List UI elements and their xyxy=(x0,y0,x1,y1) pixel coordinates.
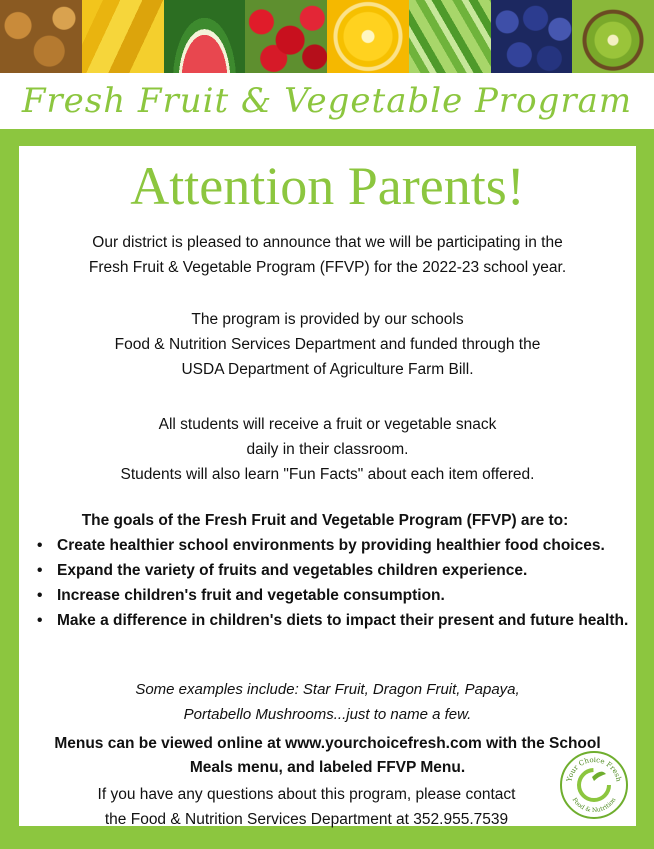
examples-line: Some examples include: Star Fruit, Dragon Fruit, Papaya, xyxy=(135,681,520,698)
intro-paragraph xyxy=(19,230,636,280)
snap-peas-image xyxy=(409,0,491,73)
goals-heading: The goals of the Fresh Fruit and Vegetable Program (FFVP) are to: xyxy=(81,512,569,529)
menus-line: Menus can be viewed online at www.yourchoicefresh.com with the School xyxy=(54,735,601,752)
snack-line: daily in their classroom. xyxy=(246,441,409,458)
potatoes-image xyxy=(0,0,82,73)
your-choice-fresh-logo xyxy=(559,750,629,820)
logo-bottom-text: Food & Nutrition xyxy=(570,796,618,815)
intro-line: Fresh Fruit & Vegetable Program (FFVP) for the 2022-23 school year. xyxy=(88,259,567,276)
funding-line: USDA Department of Agriculture Farm Bill. xyxy=(181,361,474,378)
watermelon-image xyxy=(164,0,246,73)
content-panel xyxy=(19,146,636,826)
strawberries-image xyxy=(245,0,327,73)
program-title: Fresh Fruit & Vegetable Program xyxy=(21,81,633,121)
intro-line: Our district is pleased to announce that we will be participating in the xyxy=(92,234,563,251)
contact-note xyxy=(69,782,544,832)
funding-line: Food & Nutrition Services Department and funded through the xyxy=(114,336,541,353)
goals-section xyxy=(29,508,629,633)
funding-paragraph xyxy=(19,307,636,382)
examples-line: Portabello Mushrooms...just to name a few. xyxy=(183,706,472,723)
kiwi-image xyxy=(572,0,654,73)
examples-note xyxy=(19,677,636,727)
goal-item: • Increase children's fruit and vegetable consumption. xyxy=(29,583,629,608)
goal-item: • Create healthier school environments by providing healthier food choices. xyxy=(29,533,629,558)
snack-paragraph xyxy=(19,412,636,487)
menus-line: Meals menu, and labeled FFVP Menu. xyxy=(189,759,466,776)
menus-note xyxy=(19,732,636,780)
blueberries-image xyxy=(491,0,573,73)
logo-top-text: Your Choice Fresh xyxy=(565,755,623,783)
goal-item: • Expand the variety of fruits and vegetables children experience. xyxy=(29,558,629,583)
contact-line: If you have any questions about this program, please contact xyxy=(97,786,516,803)
yellow-squash-image xyxy=(82,0,164,73)
funding-line: The program is provided by our schools xyxy=(191,311,464,328)
produce-photo-strip xyxy=(0,0,654,73)
goals-list xyxy=(29,533,629,633)
page-title: Attention Parents! xyxy=(130,156,525,216)
goal-item: • Make a difference in children's diets to impact their present and future health. xyxy=(29,608,629,633)
lemon-image xyxy=(327,0,409,73)
program-banner xyxy=(0,73,654,129)
green-frame xyxy=(0,129,654,849)
contact-line: the Food & Nutrition Services Department at 352.955.7539 xyxy=(104,811,509,828)
snack-line: All students will receive a fruit or vegetable snack xyxy=(158,416,497,433)
snack-line: Students will also learn "Fun Facts" about each item offered. xyxy=(120,466,535,483)
